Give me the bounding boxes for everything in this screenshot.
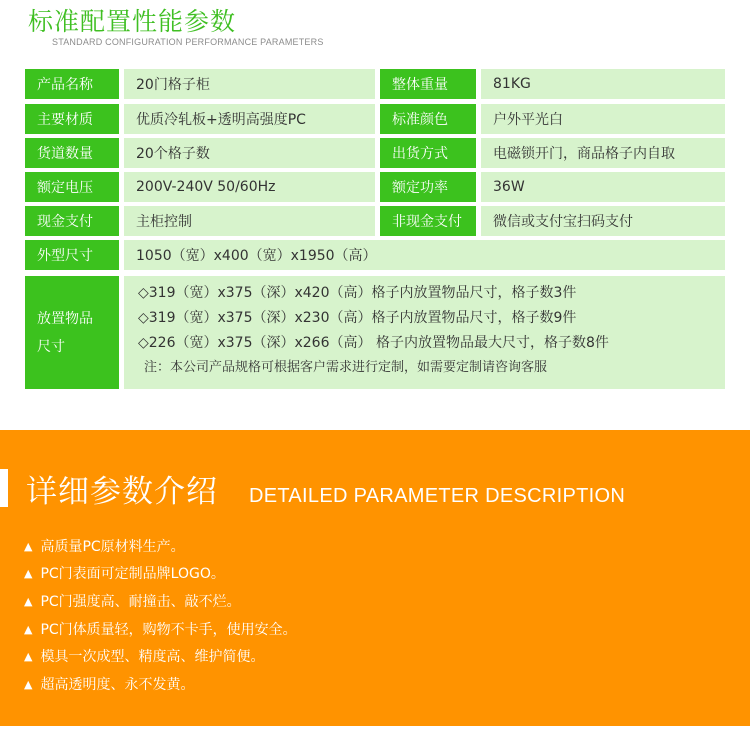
spec-value-material: 优质冷轧板+透明高强度PC [124,104,375,134]
spec-label-power: 额定功率 [380,172,476,202]
placement-label-line2: 尺寸 [37,338,65,355]
spec-label-dimensions: 外型尺寸 [25,240,119,270]
customization-note: 注：本公司产品规格可根据客户需求进行定制，如需要定制请咨询客服 [144,360,548,375]
spec-value-cashless-payment: 微信或支付宝扫码支付 [481,206,725,236]
feature-item [24,674,194,694]
feature-item [24,536,185,556]
spec-label-channels: 货道数量 [25,138,119,168]
spec-label-cash-payment: 现金支付 [25,206,119,236]
feature-item [24,563,225,583]
spec-value-voltage: 200V-240V 50/60Hz [124,172,375,202]
page-title: 标准配置性能参数 [28,7,237,36]
feature-text: 高质量PC原材料生产。 [40,539,185,555]
spec-value-dimensions: 1050（宽）x400（宽）x1950（高） [124,240,725,270]
placement-label-line1: 放置物品 [37,310,93,327]
spec-label-color: 标准颜色 [380,104,476,134]
spec-value-channels: 20个格子数 [124,138,375,168]
triangle-bullet-icon: ▲ [24,566,33,580]
triangle-bullet-icon: ▲ [24,677,33,691]
placement-line: ◇319（宽）x375（深）x420（高）格子内放置物品尺寸，格子数3件 [138,285,577,301]
section-accent-bar [0,469,8,507]
feature-text: PC门表面可定制品牌LOGO。 [40,566,225,582]
feature-item [24,646,264,666]
triangle-bullet-icon: ▲ [24,539,33,553]
placement-values [124,276,725,389]
spec-label-voltage: 额定电压 [25,172,119,202]
spec-value-dispense-method: 电磁锁开门，商品格子内自取 [481,138,725,168]
triangle-bullet-icon: ▲ [24,649,33,663]
feature-text: 模具一次成型、精度高、维护简便。 [40,649,265,665]
feature-text: 超高透明度、永不发黄。 [40,677,195,693]
spec-value-color: 户外平光白 [481,104,725,134]
spec-label-dispense-method: 出货方式 [380,138,476,168]
details-title-en: DETAILED PARAMETER DESCRIPTION [249,485,626,507]
page-subtitle: STANDARD CONFIGURATION PERFORMANCE PARAMETERS [52,37,324,47]
spec-label-placement [25,276,119,389]
spec-value-power: 36W [481,172,725,202]
placement-line: ◇319（宽）x375（深）x230（高）格子内放置物品尺寸，格子数9件 [138,310,577,326]
feature-item [24,619,297,639]
spec-value-weight: 81KG [481,69,725,99]
triangle-bullet-icon: ▲ [24,594,33,608]
spec-value-product-name: 20门格子柜 [124,69,375,99]
spec-label-weight: 整体重量 [380,69,476,99]
feature-text: PC门强度高、耐撞击、敲不烂。 [40,594,241,610]
spec-label-material: 主要材质 [25,104,119,134]
triangle-bullet-icon: ▲ [24,622,33,636]
spec-label-cashless-payment: 非现金支付 [380,206,476,236]
spec-value-cash-payment: 主柜控制 [124,206,375,236]
placement-line: ◇226（宽）x375（深）x266（高） 格子内放置物品最大尺寸，格子数8件 [138,335,609,351]
feature-text: PC门体质量轻，购物不卡手，使用安全。 [40,622,297,638]
details-title: 详细参数介绍 [26,474,218,510]
spec-label-product-name: 产品名称 [25,69,119,99]
feature-item [24,591,241,611]
